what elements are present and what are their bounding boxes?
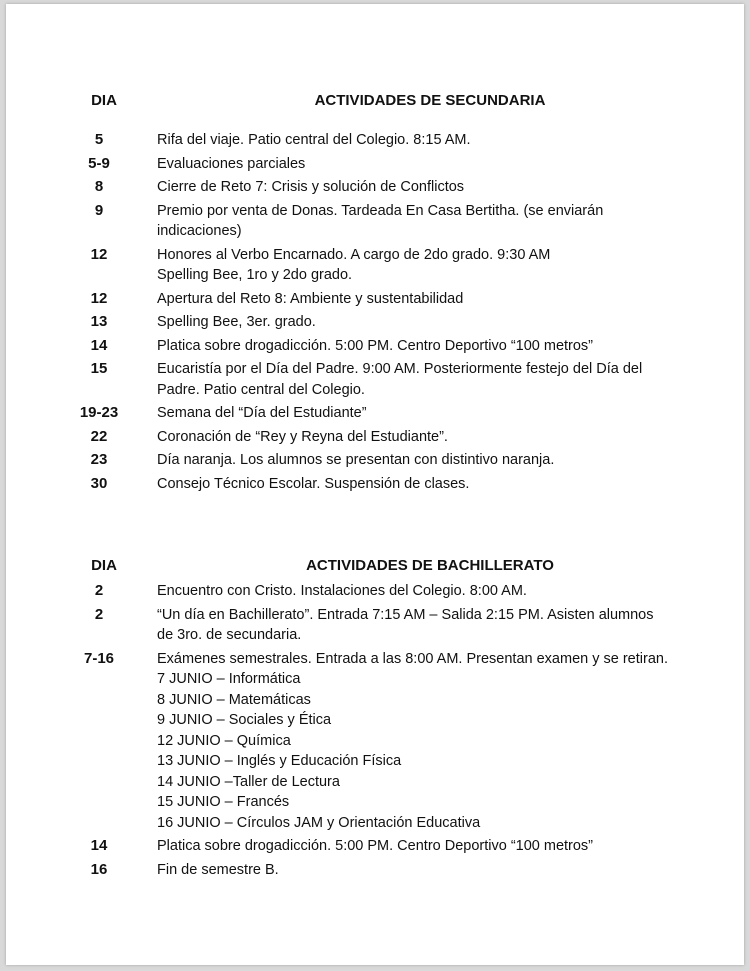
activity-day [6, 130, 126, 151]
activity-day-value: 8 [94, 178, 104, 195]
activity-row [6, 359, 744, 400]
activity-day-value: 12 [90, 245, 108, 263]
activity-description-line: Honores al Verbo Encarnado. A cargo de 2do grado. 9:30 AM [157, 246, 551, 263]
activity-description [126, 581, 744, 602]
activity-description-line: Platica sobre drogadicción. 5:00 PM. Centro Deportivo “100 metros” [157, 337, 594, 354]
activity-description-line: 16 JUNIO – Círculos JAM y Orientación Educativa [157, 814, 481, 831]
activity-row [6, 450, 744, 471]
activity-description-line: 15 JUNIO – Francés [157, 794, 290, 810]
activity-day [6, 427, 126, 448]
activity-description-line: Semana del “Día del Estudiante” [157, 405, 367, 421]
activity-day [6, 474, 126, 495]
activity-day-value: 14 [90, 336, 108, 354]
activity-description [126, 427, 744, 448]
activity-row [6, 289, 744, 310]
activity-description [126, 359, 744, 400]
activity-description-line: Platica sobre drogadicción. 5:00 PM. Centro Deportivo “100 metros” [157, 838, 594, 854]
activity-description [126, 336, 744, 357]
activity-description-line: Consejo Técnico Escolar. Suspensión de clases. [157, 475, 470, 492]
activity-description-line: Premio por venta de Donas. Tardeada En Casa Bertitha. (se enviarán [157, 202, 604, 219]
bachillerato-day-header: DIA [91, 557, 117, 574]
activity-description-line: Evaluaciones parciales [157, 155, 306, 172]
bachillerato-activity-list [6, 581, 744, 883]
activity-day-value: 13 [90, 313, 108, 330]
activity-description-line: indicaciones) [157, 223, 242, 239]
activity-description-line: 7 JUNIO – Informática [157, 671, 301, 687]
activity-description-line: Padre. Patio central del Colegio. [157, 381, 365, 398]
activity-day [6, 201, 126, 222]
activity-day-value: 15 [90, 360, 108, 377]
activity-description-line: Fin de semestre B. [157, 861, 279, 878]
activity-day-value: 22 [90, 427, 108, 445]
activity-description-line: Coronación de “Rey y Reyna del Estudiante”. [157, 428, 448, 445]
activity-row [6, 474, 744, 495]
activity-row [6, 581, 744, 602]
secundaria-activity-list [6, 130, 744, 497]
bachillerato-header-row [6, 557, 744, 579]
activity-description-line: Día naranja. Los alumnos se presentan con distintivo naranja. [157, 452, 555, 468]
secundaria-section [6, 92, 744, 497]
secundaria-header-row [6, 92, 744, 114]
activity-day-value: 16 [90, 860, 108, 878]
activity-day [6, 289, 126, 310]
activity-day [6, 836, 126, 857]
activity-description [126, 177, 744, 198]
activity-description-line: Spelling Bee, 1ro y 2do grado. [157, 267, 353, 283]
activity-day [6, 312, 126, 333]
activity-description-line: Cierre de Reto 7: Crisis y solución de Conflictos [157, 179, 465, 195]
bachillerato-section [6, 557, 744, 883]
activity-row [6, 177, 744, 198]
activity-description [126, 860, 744, 881]
activity-row [6, 860, 744, 881]
activity-row [6, 836, 744, 857]
bachillerato-title: ACTIVIDADES DE BACHILLERATO [306, 557, 554, 574]
activity-description [126, 836, 744, 857]
activity-description [126, 245, 744, 286]
activity-day-value: 30 [90, 474, 108, 492]
activity-day [6, 245, 126, 266]
activity-description [126, 649, 744, 834]
activity-description-line: Eucaristía por el Día del Padre. 9:00 AM. Posteriormente festejo del Día del [157, 361, 643, 377]
activity-description [126, 605, 744, 646]
row-spacer [6, 880, 744, 883]
activity-description [126, 130, 744, 151]
activity-description [126, 450, 744, 471]
activity-day [6, 450, 126, 471]
activity-day [6, 581, 126, 602]
activity-day-value: 5-9 [88, 154, 110, 172]
secundaria-day-header: DIA [91, 92, 117, 109]
activity-row [6, 201, 744, 242]
activity-day-value: 14 [90, 837, 108, 854]
activity-day-value: 2 [94, 582, 104, 599]
activity-day [6, 177, 126, 198]
activity-row [6, 403, 744, 424]
activity-description [126, 201, 744, 242]
activity-day [6, 154, 126, 175]
activity-description-line: Encuentro con Cristo. Instalaciones del Colegio. 8:00 AM. [157, 583, 527, 599]
activity-description-line: de 3ro. de secundaria. [157, 627, 302, 643]
activity-row [6, 154, 744, 175]
activity-row [6, 312, 744, 333]
activity-description-line: Rifa del viaje. Patio central del Colegio. 8:15 AM. [157, 132, 471, 148]
activity-day-value: 9 [94, 201, 104, 219]
activity-day-value: 5 [94, 131, 104, 148]
activity-row [6, 130, 744, 151]
activity-row [6, 336, 744, 357]
activity-description [126, 403, 744, 424]
activity-description-line: “Un día en Bachillerato”. Entrada 7:15 AM – Salida 2:15 PM. Asisten alumnos [157, 606, 654, 623]
activity-description-line: 9 JUNIO – Sociales y Ética [157, 712, 332, 728]
activity-day-value: 2 [94, 605, 104, 623]
row-spacer [6, 494, 744, 497]
activity-description [126, 474, 744, 495]
activity-day [6, 860, 126, 881]
activity-day-value: 12 [90, 289, 108, 307]
activity-row [6, 649, 744, 834]
secundaria-title: ACTIVIDADES DE SECUNDARIA [314, 92, 546, 109]
activity-day [6, 605, 126, 626]
activity-day [6, 403, 126, 424]
activity-description [126, 154, 744, 175]
activity-day [6, 359, 126, 380]
activity-description-line: 14 JUNIO –Taller de Lectura [157, 773, 340, 790]
activity-day [6, 649, 126, 670]
activity-description-line: 8 JUNIO – Matemáticas [157, 691, 311, 708]
activity-description-line: 12 JUNIO – Química [157, 732, 291, 749]
activity-day-value: 23 [90, 451, 108, 468]
activity-day [6, 336, 126, 357]
activity-row [6, 427, 744, 448]
activity-day-value: 7-16 [83, 649, 115, 667]
activity-row [6, 605, 744, 646]
document-page [6, 4, 744, 965]
activity-description [126, 312, 744, 333]
activity-description [126, 289, 744, 310]
activity-row [6, 245, 744, 286]
activity-description-line: Spelling Bee, 3er. grado. [157, 314, 316, 330]
activity-description-line: Apertura del Reto 8: Ambiente y sustentabilidad [157, 290, 464, 307]
activity-description-line: 13 JUNIO – Inglés y Educación Física [157, 753, 402, 769]
activity-day-value: 19-23 [79, 404, 119, 421]
activity-description-line: Exámenes semestrales. Entrada a las 8:00 AM. Presentan examen y se retiran. [157, 650, 668, 667]
